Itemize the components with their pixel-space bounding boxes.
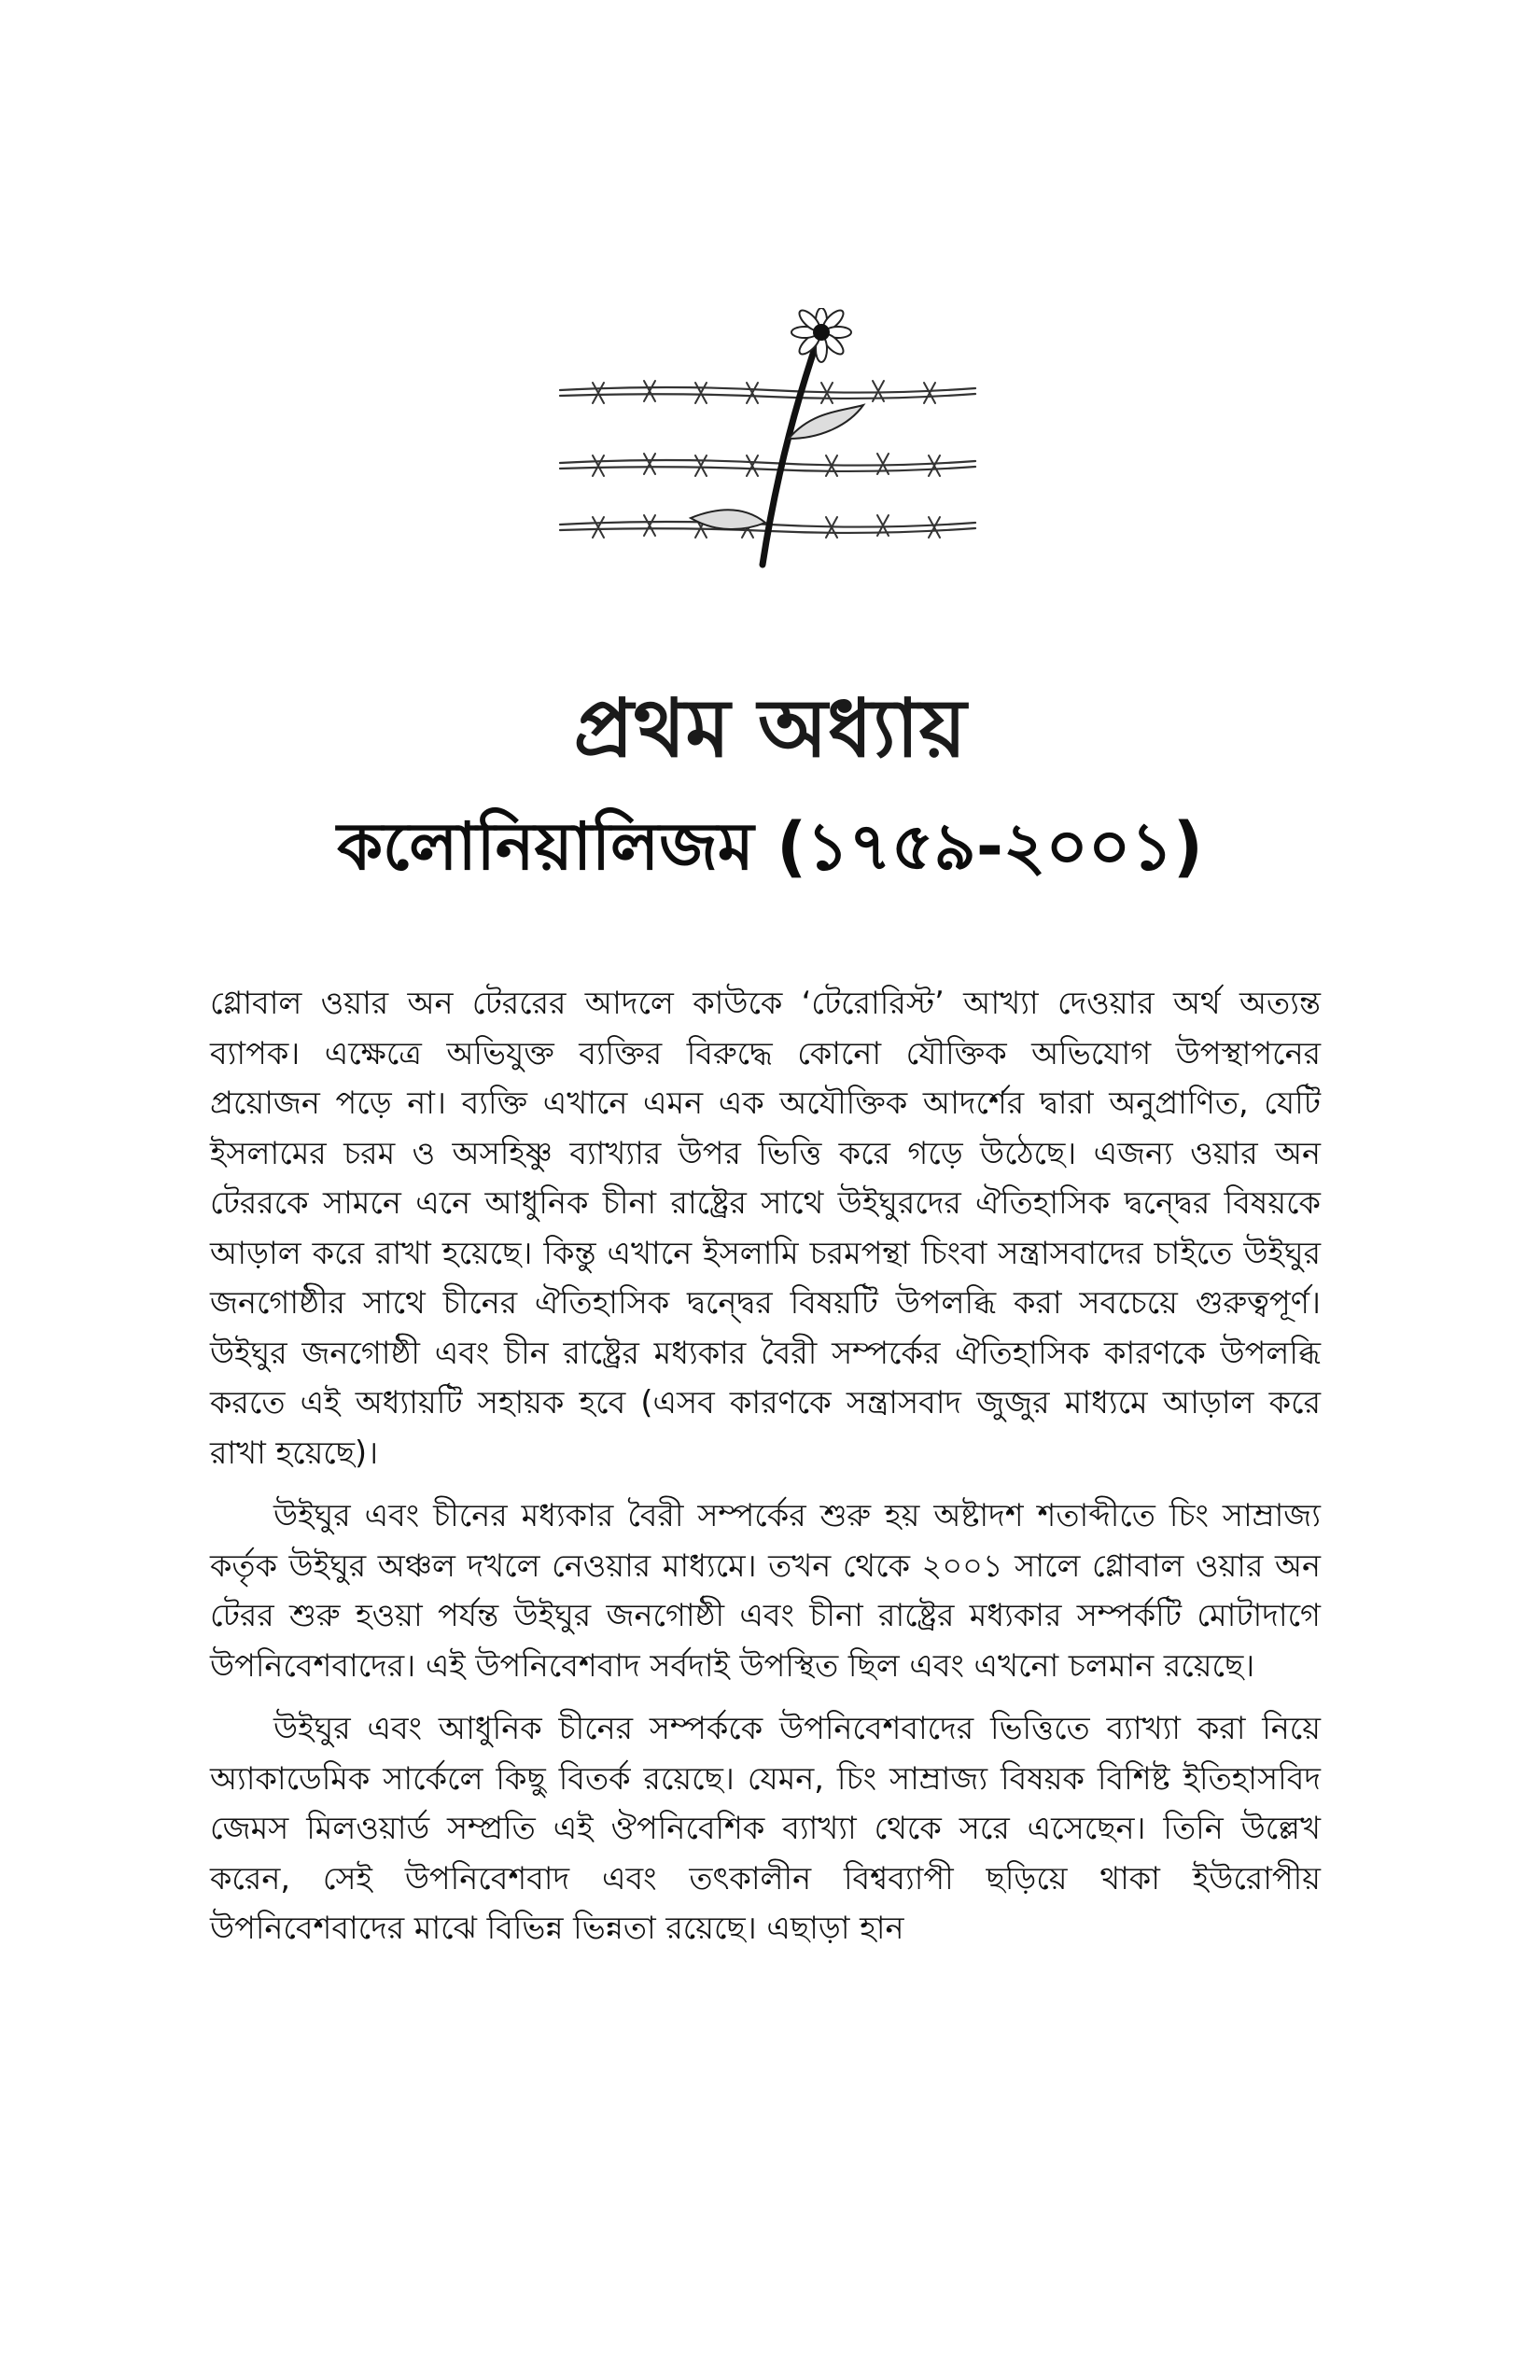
chapter-title: কলোনিয়ালিজম (১৭৫৯-২০০১): [337, 808, 1203, 885]
chapter-body: [210, 978, 1321, 1967]
chapter-label: প্রথম অধ্যায়: [573, 682, 967, 776]
barbed-wire-flower-icon: [555, 308, 980, 569]
paragraph: উইঘুর এবং আধুনিক চীনের সম্পর্ককে উপনিবেশবাদের ভিত্তিতে ব্যাখ্যা করা নিয়ে অ্যাকাডেমিক সার্কেলে কিছু বিতর্ক রয়েছে। যেমন, চিং সাম্রাজ্য বিষয়ক বিশিষ্ট ইতিহাসবিদ জেমস মিলওয়ার্ড সম্প্রতি এই ঔপনিবেশিক ব্যাখ্যা থেকে সরে এসেছেন। তিনি উল্লেখ করেন, সেই উপনিবেশবাদ এবং তৎকালীন বিশ্বব্যাপী ছড়িয়ে থাকা ইউরোপীয় উপনিবেশবাদের মাঝে বিভিন্ন ভিন্নতা রয়েছে। এছাড়া হান: [210, 1710, 1321, 1946]
paragraph: গ্লোবাল ওয়ার অন টেররের আদলে কাউকে ‘টেরোরিস্ট’ আখ্যা দেওয়ার অর্থ অত্যন্ত ব্যাপক। এক্ষেত্রে অভিযুক্ত ব্যক্তির বিরুদ্ধে কোনো যৌক্তিক অভিযোগ উপস্থাপনের প্রয়োজন পড়ে না। ব্যক্তি এখানে এমন এক অযৌক্তিক আদর্শের দ্বারা অনুপ্রাণিত, যেটি ইসলামের চরম ও অসহিষ্ণু ব্যাখ্যার উপর ভিত্তি করে গড়ে উঠেছে। এজন্য ওয়ার অন টেররকে সামনে এনে আধুনিক চীনা রাষ্ট্রের সাথে উইঘুরদের ঐতিহাসিক দ্বন্দ্বের বিষয়কে আড়াল করে রাখা হয়েছে। কিন্তু এখানে ইসলামি চরমপন্থা চিংবা সন্ত্রাসবাদের চাইতে উইঘুর জনগোষ্ঠীর সাথে চীনের ঐতিহাসিক দ্বন্দ্বের বিষয়টি উপলব্ধি করা সবচেয়ে গুরুত্বপূর্ণ। উইঘুর জনগোষ্ঠী এবং চীন রাষ্ট্রের মধ্যকার বৈরী সম্পর্কের ঐতিহাসিক কারণকে উপলব্ধি করতে এই অধ্যায়টি সহায়ক হবে (এসব কারণকে সন্ত্রাসবাদ জুজুর মাধ্যমে আড়াল করে রাখা হয়েছে)।: [210, 985, 1321, 1471]
paragraph: উইঘুর এবং চীনের মধ্যকার বৈরী সম্পর্কের শুরু হয় অষ্টাদশ শতাব্দীতে চিং সাম্রাজ্য কর্তৃক উইঘুর অঞ্চল দখলে নেওয়ার মাধ্যমে। তখন থেকে ২০০১ সালে গ্লোবাল ওয়ার অন টেরর শুরু হওয়া পর্যন্ত উইঘুর জনগোষ্ঠী এবং চীনা রাষ্ট্রের মধ্যকার সম্পর্কটি মোটাদাগে উপনিবেশবাদের। এই উপনিবেশবাদ সর্বদাই উপস্থিত ছিল এবং এখনো চলমান রয়েছে।: [210, 1497, 1321, 1684]
